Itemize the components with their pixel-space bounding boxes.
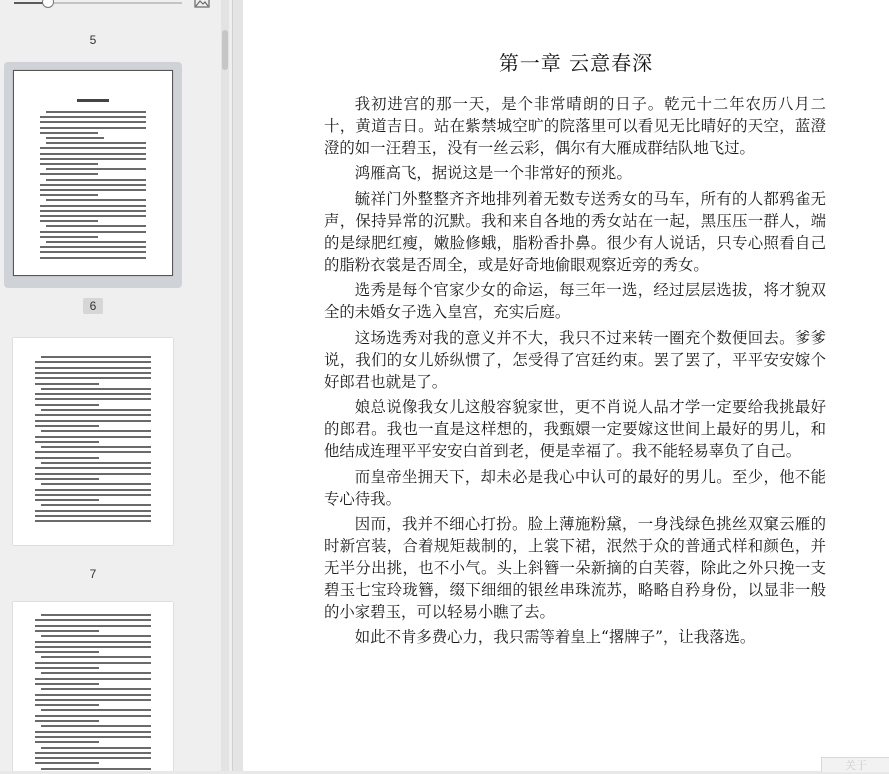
thumbnail-text-line bbox=[41, 504, 151, 506]
thumbnail-text-line bbox=[40, 163, 98, 165]
thumbnail-text-line bbox=[40, 236, 98, 238]
thumbnail-text-line bbox=[35, 515, 151, 517]
thumbnail-page-number: 7 bbox=[89, 567, 97, 581]
thumbnail-text-line bbox=[35, 420, 151, 422]
thumbnail-text-line bbox=[35, 752, 151, 754]
paragraph: 如此不肯多费心力，我只需等着皇上“撂牌子”，让我落选。 bbox=[354, 628, 756, 647]
thumbnail-text-line bbox=[35, 762, 99, 764]
thumbnail-text-line bbox=[46, 199, 146, 201]
thumbnail-text-line bbox=[35, 720, 99, 722]
thumbnail-text-line bbox=[35, 489, 151, 491]
thumbnail-text-line bbox=[41, 388, 151, 390]
thumbnail-text-line bbox=[41, 688, 151, 690]
thumbnail-text-line bbox=[41, 709, 151, 711]
thumbnail-text-line bbox=[41, 635, 151, 637]
thumbnail-text-line bbox=[41, 725, 151, 727]
thumbnail-text-line bbox=[40, 121, 146, 123]
thumbnail-text-line bbox=[35, 404, 99, 406]
thumbnail-text-line bbox=[40, 127, 146, 129]
thumbnail-text-line bbox=[35, 704, 99, 706]
thumbnail-text-line bbox=[35, 510, 151, 512]
thumbnail-text-line bbox=[35, 625, 151, 627]
thumbnail-sidebar bbox=[0, 0, 233, 771]
thumbnail-text-line bbox=[35, 436, 151, 438]
paragraph: 因而，我并不细心打扮。脸上薄施粉黛，一身浅绿色挑丝双窠云雁的时新宫装，合着规矩裁制的，上裳下裙，泯然于众的普通式样和颜色，并无半分出挑，也不小气。头上斜簪一朵新摘的白芙蓉，除此之外只挽一支碧玉七宝玲珑簪，缀下细细的银丝串珠流苏，略略自矜身份，以显非一般的小家碧玉，可以轻易小瞧了去。 bbox=[324, 515, 826, 621]
thumbnail-text-line bbox=[35, 473, 151, 475]
paragraph: 鸿雁高飞，据说这是一个非常好的预兆。 bbox=[354, 164, 632, 183]
paragraph: 毓祥门外整整齐齐地排列着无数专送秀女的马车，所有的人都鸦雀无声，保持异常的沉默。我和来自各地的秀女站在一起，黑压压一群人，端的是绿肥红瘦，嫩脸修蛾，脂粉香扑鼻。很少有人说话，只专心照看自己的脂粉衣裳是否周全，或是好奇地偷眼观察近旁的秀女。 bbox=[324, 190, 826, 274]
chapter-body bbox=[324, 94, 826, 653]
thumbnail-text-line bbox=[41, 462, 151, 464]
thumbnail-text-line bbox=[40, 173, 98, 175]
thumbnail-text-line bbox=[35, 372, 151, 374]
thumbnail-text-line bbox=[35, 641, 151, 643]
thumbnail-text-line bbox=[40, 116, 146, 118]
thumbnail-text-line bbox=[41, 768, 151, 770]
thumbnail-text-line bbox=[35, 367, 151, 369]
thumbnail-text-line bbox=[40, 132, 98, 134]
thumbnail-text-line bbox=[35, 651, 99, 653]
thumbnail-text-line bbox=[35, 667, 99, 669]
thumbnail-text-line bbox=[40, 220, 98, 222]
thumbnail-text-line bbox=[35, 467, 151, 469]
thumbnail-text-line bbox=[40, 153, 146, 155]
thumbnail-text-line bbox=[46, 142, 146, 144]
sidebar-scrollbar[interactable] bbox=[221, 0, 229, 771]
thumbnail-text-line bbox=[46, 111, 146, 113]
thumbnail-text-line bbox=[35, 361, 151, 363]
paragraph: 娘总说像我女儿这般容貌家世，更不肖说人品才学一定要给我挑最好的郎君。我也一直是这样想的，我甄嬛一定要嫁这世间上最好的男儿，和他结成连理平平安安白首到老，便是幸福了。我不能轻易辜负了自己。 bbox=[324, 398, 826, 460]
thumbnail-text-line bbox=[35, 699, 151, 701]
thumbnail-text-line bbox=[41, 483, 151, 485]
thumbnail-text-line bbox=[35, 414, 151, 416]
thumbnail-text-line bbox=[35, 398, 151, 400]
thumbnail-page-7[interactable] bbox=[13, 338, 173, 545]
thumbnail-text-line bbox=[46, 241, 146, 243]
image-icon[interactable] bbox=[194, 0, 210, 8]
thumbnail-text-line bbox=[40, 251, 146, 253]
thumbnail-text-line bbox=[41, 409, 151, 411]
thumbnail-text-line bbox=[40, 246, 146, 248]
thumbnail-text-line bbox=[40, 184, 146, 186]
thumbnail-text-line bbox=[41, 356, 151, 358]
chapter-title: 第一章 云意春深 bbox=[498, 51, 654, 75]
thumbnail-text-line bbox=[41, 747, 151, 749]
thumbnail-text-line bbox=[41, 614, 151, 616]
thumbnail-text-line bbox=[40, 189, 146, 191]
thumbnail-page-8-frame[interactable] bbox=[4, 596, 182, 771]
thumbnail-text-line bbox=[35, 662, 151, 664]
thumbnail-text-line bbox=[46, 137, 104, 139]
thumbnail-text-line bbox=[35, 451, 151, 453]
thumbnail-text-line bbox=[35, 393, 151, 395]
thumbnail-text-line bbox=[35, 520, 151, 522]
paragraph: 这场选秀对我的意义并不大，我只不过来转一圈充个数便回去。爹爹说，我们的女儿娇纵惯了，怎受得了宫廷约束。罢了罢了，平平安安嫁个好郎君也就是了。 bbox=[324, 328, 826, 391]
thumbnail-title-line bbox=[77, 99, 109, 102]
paragraph: 而皇帝坐拥天下，却未必是我心中认可的最好的男儿。至少，他不能专心待我。 bbox=[324, 467, 826, 508]
thumbnail-text-line bbox=[35, 377, 151, 379]
thumbnail-text-line bbox=[35, 619, 151, 621]
thumbnail-text-line bbox=[35, 457, 99, 459]
thumbnail-text-line bbox=[41, 430, 151, 432]
thumbnail-text-line bbox=[35, 731, 151, 733]
thumbnail-text-line bbox=[35, 757, 151, 759]
thumbnail-text-line bbox=[40, 147, 146, 149]
thumbnail-text-line bbox=[35, 736, 151, 738]
thumbnail-text-line bbox=[46, 168, 146, 170]
zoom-slider-track[interactable] bbox=[14, 2, 182, 4]
sidebar-scroll-thumb[interactable] bbox=[222, 30, 228, 70]
thumbnail-text-line bbox=[35, 499, 99, 501]
thumbnail-text-line bbox=[35, 694, 151, 696]
thumbnail-text-line bbox=[46, 225, 146, 227]
thumbnail-page-7-frame[interactable] bbox=[4, 330, 182, 554]
thumbnail-text-line bbox=[41, 672, 151, 674]
thumbnail-text-line bbox=[41, 446, 151, 448]
paragraph: 选秀是每个官家少女的命运，每三年一选，经过层层选拔，将才貌双全的未婚女子选入皇宫，充实后庭。 bbox=[324, 281, 826, 322]
thumbnail-text-line bbox=[35, 383, 99, 385]
thumbnail-text-line bbox=[35, 741, 99, 743]
zoom-slider-knob[interactable] bbox=[42, 0, 54, 8]
corner-button[interactable]: 关于 bbox=[821, 757, 889, 772]
thumbnail-text-line bbox=[41, 656, 151, 658]
thumbnail-text-line bbox=[40, 215, 146, 217]
thumbnail-page-8[interactable] bbox=[13, 602, 173, 771]
thumbnail-text-line bbox=[40, 205, 146, 207]
thumbnail-page-number-active: 6 bbox=[83, 298, 103, 314]
thumbnail-text-line bbox=[40, 257, 146, 259]
thumbnail-text-line bbox=[35, 425, 99, 427]
thumbnail-text-line bbox=[40, 210, 146, 212]
thumbnail-text-line bbox=[35, 478, 99, 480]
thumbnail-text-line bbox=[40, 158, 146, 160]
thumbnail-text-line bbox=[35, 494, 151, 496]
paragraph: 我初进宫的那一天，是个非常晴朗的日子。乾元十二年农历八月二十，黄道吉日。站在紫禁城空旷的院落里可以看见无比晴好的天空，蓝澄澄的如一汪碧玉，没有一丝云彩，偶尔有大雁成群结队地飞过。 bbox=[324, 95, 826, 157]
thumbnail-text-line bbox=[40, 231, 146, 233]
thumbnail-text-line bbox=[40, 194, 98, 196]
thumbnail-page-number: 5 bbox=[89, 33, 97, 47]
thumbnail-text-line bbox=[35, 441, 99, 443]
thumbnail-text-line bbox=[46, 179, 146, 181]
thumbnail-text-line bbox=[35, 646, 151, 648]
thumbnail-text-line bbox=[35, 715, 151, 717]
thumbnail-page-6-frame[interactable] bbox=[4, 62, 182, 288]
thumbnail-text-line bbox=[35, 678, 151, 680]
thumbnail-text-line bbox=[35, 683, 99, 685]
thumbnail-page-6[interactable] bbox=[13, 70, 173, 276]
thumbnail-text-line bbox=[35, 630, 99, 632]
